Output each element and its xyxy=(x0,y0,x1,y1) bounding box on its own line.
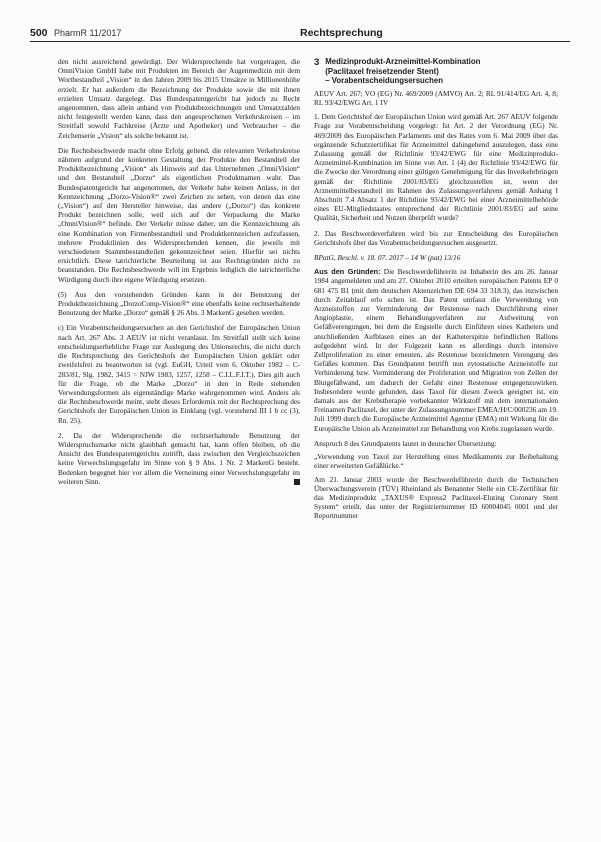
paragraph: Am 21. Januar 2003 wurde der Beschwerdeführerin durch die Technischen Überwachungsverein (TÜV) Rheinland als Benannter Stelle ein CE-Zertifikat für das Medizinprodukt „TAXUS® Express2 Paclitaxel-Eluting Coronary Stent System“ erteilt, das unter der Registriernummer ID 60004045 0001 und der Reportnummer xyxy=(314,474,558,521)
left-column xyxy=(58,57,300,486)
end-of-article-mark xyxy=(294,479,300,485)
article-title xyxy=(325,57,480,86)
right-column xyxy=(314,57,558,521)
section-title: Rechtsprechung xyxy=(300,27,383,39)
claim-quote: „Verwendung von Taxol zur Herstellung eines Medikaments zur Beibehaltung einer erweiterten Gefäßlücke.“ xyxy=(314,452,558,471)
paragraph-text: 2. Da der Widersprechende die rechtserhaltende Benutzung der Widerspruchsmarke nicht glaubhaft gemacht hat, kann offen bleiben, ob die Ansicht des Bundespatentgerichts zutrifft, dass zwischen den Vergleichszeichen keine Verwechslungsgefahr im Sinne von § 9 Abs. 1 Nr. 2 MarkenG besteht. Bedenken begegnet hier vor allem die Verneinung einer Verwechslungsgefahr im weiteren Sinn. xyxy=(58,430,300,486)
paragraph: Anspruch 8 des Grundpatents lautet in deutscher Übersetzung: xyxy=(314,438,497,448)
norm-references: AEUV Art. 267; VO (EG) Nr. 469/2009 (AMVO) Art. 2; RL 91/414/EG Art. 4, 8; RL 93/42/EWG Art. 1 IV xyxy=(314,88,558,107)
paragraph: Die Rechtsbeschwerde macht ohne Erfolg geltend, die relevanten Verkehrskreise nähmen aufgrund der konkreten Gestaltung der Produkte den Bestandteil der Produktbezeichnung „Vision“ als Hinweis auf das Unternehmen „OmniVision“ und den Bestandteil „Dorzo“ als eigentlichen Produktnamen wahr. Das Bundespatentgericht hat angenommen, der Verkehr habe keinen Anlass, in der Kennzeichnung „Dorzo-Vision®“ zwei Zeichen zu sehen, von denen das eine („Vision“) auf den Hersteller hinweise, das andere („Dorzo“) das konkrete Produkt bezeichnen solle, weil sich auf der Verpackung die Marke „OmniVision®“ befinde. Der Verkehr müsse daher, um die Kennzeichnung als eine Kombination von Firmenbestandteil und Produktkennzeichen aufzufassen, mehrere Produktlinien des Widersprechenden kennen, die jeweils mit verschiedenen Stammbestandteilen gekennzeichnet seien. Hierfür sei nichts ersichtlich. Diese tatrichterliche Beurteilung ist aus Rechtsgründen nicht zu beanstanden. Die Rechtsbeschwerde will im Ergebnis lediglich die tatrichterliche Würdigung durch ihre eigene Würdigung ersetzen. xyxy=(58,145,300,284)
paragraph: (5) Aus den vorstehenden Gründen kann in der Benutzung der Produktbezeichnung „DorzoComp-Vision®“ eine ebenfalls keine rechtserhaltende Benutzung der Marke „Dorzo“ gemäß § 26 Abs. 3 MarkenG gesehen werden. xyxy=(58,289,300,318)
decision-citation: BPatG, Beschl. v. 18. 07. 2017 – 14 W (pat) 13/16 xyxy=(314,253,461,263)
article-title-line: – Vorabentscheidungsersuchen xyxy=(325,76,444,86)
article-title-line: Medizinprodukt-Arzneimittel-Kombination xyxy=(325,57,481,66)
paragraph xyxy=(58,431,300,486)
paragraph: c) Ein Vorabentscheidungsersuchen an den Gerichtshof der Europäischen Union nach Art. 267 Abs. 3 AEUV ist nicht veranlasst. Im Streitfall stellt sich keine entscheidungserhebliche Frage zur Auslegung des Unionsrechts, die nicht durch die Rechtsprechung des Gerichtshofs der Europäischen Union geklärt oder zweifelsfrei zu beantworten ist (vgl. EuGH, Urteil vom 6. Oktober 1982 – C-283/81, Slg. 1982, 3415 = NJW 1983, 1257, 1258 – C.I.L.F.I.T.). Dies gilt auch für die Frage, ob die Marke „Dorzo“ in den in Rede stehenden Verwendungsformen als eigenständige Marke wahrgenommen wird. Anders als die Rechtsbeschwerde meint, steht dieses Erfordernis mit der Rechtsprechung des Gerichtshofs der Europäischen Union in Einklang (vgl. vorstehend III 1 b cc (3), Rn. 25). xyxy=(58,323,300,425)
journal-reference: PharmR 11/2017 xyxy=(54,28,122,38)
page-number: 500 xyxy=(30,27,48,39)
article-number: 3 xyxy=(314,57,320,68)
paragraph xyxy=(314,267,558,433)
article-heading xyxy=(314,57,558,86)
paragraph-text: Die Beschwerdeführerin ist Inhaberin des am 26. Januar 1984 angemeldeten und am 27. Oktober 2010 erteilten europäischen Patents EP 0 681 475 B1 (mit dem deutschen Aktenzeichen DE 694 33 318.3), das inzwischen durch Zeitablauf erlo schen ist. Das Patent umfasst die Verwendung von Arzneistoffen zur Verminderung der Restenose nach Durchführung einer Angioplastie, einem Behandlungsverfahren zur Aufweitung von Gefäßverengungen, bei dem die Engstelle durch Einführen eines Katheters und anschließenden Aufblasen eines an der Katheterspitze befindlichen Ballons aufgedehnt wird. In der Folgezeit kann es allerdings durch intensive Zellproliferation zu einer erneuten, als Restenose bezeichneten Verengung des Gefäßes kommen. Das Grundpatent betrifft nun zytostatische Arzneistoffe zur Verhinderung bzw. Verminderung der Proliferation und Migration von Zellen der Blutgefäßwand, um dadurch der Gefahr einer Restenose entgegenzuwirken. Insbesondere wurde gefunden, dass Taxol für diesen Zweck geeignet ist, ein damals aus der Krebstherapie vorbekannter Wirkstoff mit dem internationalen Freinamen Paclitaxel, der unter der Zulassungsnummer EMEA/H/C/000236 am 19. Juli 1999 durch die Europäische Arzneimittel Agentur (EMA) mit Wirkung für die Europäische Union als Arzneimittel zur Behandlung von Krebs zugelassen wurde. xyxy=(314,267,558,433)
headnote: 2. Das Beschwerdeverfahren wird bis zur Entscheidung des Europäischen Gerichtshofs über das Vorabentscheidungsersuchen ausgesetzt. xyxy=(314,228,558,247)
reasons-lead: Aus den Gründen: xyxy=(314,267,381,277)
article-title-line: (Paclitaxel freisetzender Stent) xyxy=(325,66,439,76)
headnote: 1. Dem Gerichtshof der Europäischen Union wird gemäß Art. 267 AEUV folgende Frage zur Vorabentscheidung vorgelegt: Ist Art. 2 der Verordnung (EG) Nr. 469/2009 des Europäischen Parlaments und des Rates vom 6. Mai 2009 über das ergänzende Schutzzertifikat für Arzneimittel dahingehend auszulegen, dass eine Zulassung gemäß der Richtlinie 93/42/EWG für eine Medizinprodukt-Arzneimittel-Kombination im Sinne von Art. 1 (4) der Richtlinie 93/42/EWG für die Zwecke der Verordnung einer gültigen Genehmigung für das Inverkehrbringen gemäß der Richtlinie 2001/83/EG gleichzustellen ist, wenn der Arzneimittelbestandteil im Rahmen des Zulassungsverfahrens gemäß Anhang I Abschnitt 7.4 Absatz 1 der Richtlinie 93/42/EWG bei einer Arzneimittelbehörde eines EU-Mitgliedstaates entsprechend der Richtlinie 2001/83/EG auf seine Qualität, Sicherheit und Nutzen überprüft wurde? xyxy=(314,112,558,223)
paragraph: den nicht ausreichend gewürdigt. Der Widersprechende hat vorgetragen, die OmniVision GmbH habe mit Produkten im Bereich der Augenmedizin mit dem Wortbestandteil „Vision“ in den Jahren 2009 bis 2015 Umsätze in Millionenhöhe erzielt. Er hat außerdem die Bezeichnung der Produkte sowie die mit ihnen erzielten Umsatz dargelegt. Das Bundespatentgericht hat jedoch zu Recht angenommen, dass allein anhand von Produktbezeichnungen und Umsatzzahlen nicht festgestellt werden kann, dass den angesprochenen Verkehrskreisen – im Streitfall sowohl Fachkreise (Ärzte und Apotheker) und Verbraucher – die Zeichenserie „Vision“ als solche bekannt ist. xyxy=(58,57,300,140)
header-rule xyxy=(30,41,570,42)
page-header xyxy=(30,26,570,42)
